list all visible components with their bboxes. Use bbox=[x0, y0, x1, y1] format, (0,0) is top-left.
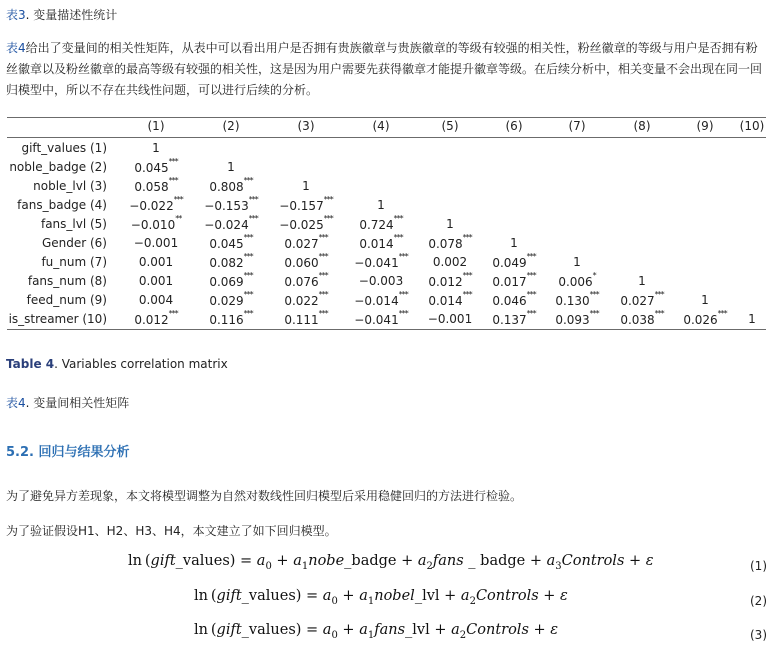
intro-text: 给出了变量间的相关性矩阵，从表中可以看出用户是否拥有贵族徽章与贵族徽章的等级有较强的相关性，粉丝徽章的等级与用户是否拥有粉丝徽章以及粉丝徽章的最高等级有较强的相关性，这是因为用户需要先获得徽章才能提升徽章等级。在后续分析中，相关变量不会出现在同一回归模型中，所以不存在共线性问题，可以进行后续的分析。 bbox=[6, 41, 763, 97]
significance-stars: *** bbox=[168, 157, 178, 166]
row-label: fu_num (7) bbox=[41, 255, 107, 269]
cell-value: 0.116 bbox=[209, 313, 244, 327]
significance-stars: *** bbox=[526, 271, 536, 280]
cell-value: 0.029 bbox=[209, 294, 244, 308]
table-cell bbox=[284, 309, 328, 327]
table-cell bbox=[134, 236, 178, 250]
table-cell bbox=[683, 309, 727, 327]
paragraph-robust-regression: 为了避免异方差现象，本文将模型调整为自然对数线性回归模型后采用稳健回归的方法进行检验。 bbox=[6, 489, 523, 503]
significance-stars: *** bbox=[526, 252, 536, 261]
table-cell bbox=[209, 233, 253, 251]
cell-value: 0.045 bbox=[134, 161, 169, 175]
table4-link[interactable]: 表4 bbox=[6, 41, 26, 55]
cell-value: 0.137 bbox=[492, 313, 527, 327]
cell-value: 1 bbox=[446, 217, 454, 231]
cell-value: 0.002 bbox=[432, 255, 468, 269]
equation-2: ln (gift_values) = $a_0$ + $a_1nobel\_lvl$ + $a_2Controls + \varepsilon$ bbox=[194, 588, 568, 607]
cell-value: 0.045 bbox=[209, 237, 244, 251]
table3-heading-text: . 变量描述性统计 bbox=[25, 8, 118, 22]
significance-stars: *** bbox=[462, 290, 472, 299]
table3-link[interactable]: 表3 bbox=[6, 8, 26, 22]
table-cell bbox=[139, 255, 173, 269]
cell-value: 0.014 bbox=[428, 294, 463, 308]
table-cell bbox=[555, 309, 599, 327]
cell-value: 0.130 bbox=[555, 294, 590, 308]
table-cell bbox=[209, 290, 253, 308]
significance-stars: *** bbox=[589, 290, 599, 299]
table-cell bbox=[284, 252, 328, 270]
cell-value: −0.001 bbox=[133, 236, 179, 250]
significance-stars: *** bbox=[243, 252, 253, 261]
table-cell bbox=[279, 195, 333, 213]
table-cell bbox=[354, 252, 408, 270]
table-cell bbox=[209, 252, 253, 270]
cell-value: 1 bbox=[227, 160, 235, 174]
table-cell bbox=[620, 309, 664, 327]
significance-stars: *** bbox=[248, 214, 258, 223]
table-cell bbox=[433, 255, 467, 269]
table-top-rule bbox=[7, 117, 766, 118]
row-label: is_streamer (10) bbox=[8, 312, 107, 326]
table-cell bbox=[134, 309, 178, 327]
significance-stars: *** bbox=[168, 176, 178, 185]
column-header: (3) bbox=[297, 119, 315, 133]
cell-value: 0.093 bbox=[555, 313, 590, 327]
cell-value: 1 bbox=[152, 141, 160, 155]
cell-value: 1 bbox=[510, 236, 518, 250]
cell-value: 0.017 bbox=[492, 275, 527, 289]
cell-value: −0.157 bbox=[279, 199, 324, 213]
cell-value: 1 bbox=[377, 198, 385, 212]
paragraph-hypotheses: 为了验证假设H1、H2、H3、H4，本文建立了如下回归模型。 bbox=[6, 524, 337, 538]
table-cell bbox=[492, 252, 536, 270]
significance-stars: *** bbox=[318, 271, 328, 280]
table-cell bbox=[492, 290, 536, 308]
significance-stars: *** bbox=[398, 290, 408, 299]
cell-value: 0.004 bbox=[138, 293, 174, 307]
cell-value: 0.006 bbox=[558, 275, 593, 289]
column-header: (1) bbox=[147, 119, 165, 133]
caption-text: . Variables correlation matrix bbox=[54, 357, 228, 371]
table-cell bbox=[555, 290, 599, 308]
significance-stars: *** bbox=[393, 214, 403, 223]
table-cell bbox=[284, 271, 328, 289]
significance-stars: *** bbox=[398, 252, 408, 261]
table-cell bbox=[284, 290, 328, 308]
column-header: (8) bbox=[633, 119, 651, 133]
table-cell bbox=[701, 293, 709, 307]
cell-value: 0.026 bbox=[683, 313, 718, 327]
significance-stars: * bbox=[592, 271, 596, 280]
significance-stars: *** bbox=[248, 195, 258, 204]
column-header: (7) bbox=[568, 119, 586, 133]
table-cell bbox=[204, 214, 258, 232]
significance-stars: *** bbox=[243, 233, 253, 242]
significance-stars: ** bbox=[175, 214, 182, 223]
cell-value: 0.069 bbox=[209, 275, 244, 289]
significance-stars: *** bbox=[323, 214, 333, 223]
significance-stars: *** bbox=[398, 309, 408, 318]
cell-value: −0.022 bbox=[129, 199, 174, 213]
cell-value: 0.058 bbox=[134, 180, 169, 194]
significance-stars: *** bbox=[526, 309, 536, 318]
table-cell bbox=[428, 290, 472, 308]
cell-value: 1 bbox=[701, 293, 709, 307]
table-cell bbox=[284, 233, 328, 251]
cell-value: 0.012 bbox=[428, 275, 463, 289]
table3-heading bbox=[6, 8, 117, 22]
table-cell bbox=[428, 233, 472, 251]
cell-value: 0.012 bbox=[134, 313, 169, 327]
cell-value: 0.076 bbox=[284, 275, 319, 289]
row-label: feed_num (9) bbox=[26, 293, 107, 307]
table-cell bbox=[354, 309, 408, 327]
cell-value: 0.049 bbox=[492, 256, 527, 270]
cell-value: 0.060 bbox=[284, 256, 319, 270]
section-title: 5.2. 回归与结果分析 bbox=[6, 445, 130, 460]
table-cell bbox=[130, 214, 182, 232]
table-cell bbox=[446, 217, 454, 231]
table-cell bbox=[139, 274, 173, 288]
significance-stars: *** bbox=[318, 290, 328, 299]
significance-stars: *** bbox=[318, 233, 328, 242]
intro-paragraph bbox=[6, 38, 766, 101]
cell-value: −0.014 bbox=[354, 294, 399, 308]
table-cell bbox=[152, 141, 160, 155]
significance-stars: *** bbox=[323, 195, 333, 204]
significance-stars: *** bbox=[168, 309, 178, 318]
table-cell bbox=[227, 160, 235, 174]
column-header: (9) bbox=[696, 119, 714, 133]
table-cell bbox=[377, 198, 385, 212]
cell-value: 0.808 bbox=[209, 180, 244, 194]
table-cell bbox=[209, 309, 253, 327]
cell-value: −0.153 bbox=[204, 199, 249, 213]
cell-value: 0.038 bbox=[620, 313, 655, 327]
table-cell bbox=[359, 274, 403, 288]
column-header: (6) bbox=[505, 119, 523, 133]
table-bottom-rule bbox=[7, 329, 766, 330]
column-header: (4) bbox=[372, 119, 390, 133]
significance-stars: *** bbox=[654, 309, 664, 318]
equation-1-number: (1) bbox=[750, 559, 767, 573]
row-label: fans_lvl (5) bbox=[40, 217, 107, 231]
cell-value: −0.041 bbox=[354, 313, 399, 327]
significance-stars: *** bbox=[393, 233, 403, 242]
column-header: (2) bbox=[222, 119, 240, 133]
table-cell bbox=[492, 271, 536, 289]
table-cell bbox=[359, 214, 403, 232]
significance-stars: *** bbox=[243, 290, 253, 299]
cell-value: 0.001 bbox=[138, 274, 174, 288]
row-label: gift_values (1) bbox=[21, 141, 107, 155]
cell-value: 0.027 bbox=[620, 294, 655, 308]
table-cell bbox=[134, 176, 178, 194]
table-cell bbox=[129, 195, 183, 213]
significance-stars: *** bbox=[462, 271, 472, 280]
row-label: fans_num (8) bbox=[27, 274, 107, 288]
table-header-rule bbox=[7, 137, 766, 138]
significance-stars: *** bbox=[654, 290, 664, 299]
table-cell bbox=[748, 312, 756, 326]
table-cell bbox=[279, 214, 333, 232]
cell-value: −0.024 bbox=[204, 218, 249, 232]
significance-stars: *** bbox=[318, 252, 328, 261]
cell-value: −0.001 bbox=[427, 312, 473, 326]
table-cell bbox=[139, 293, 173, 307]
table-cell bbox=[134, 157, 178, 175]
cell-value: 0.014 bbox=[359, 237, 394, 251]
table-cell bbox=[359, 233, 403, 251]
significance-stars: *** bbox=[717, 309, 727, 318]
cell-value: 0.078 bbox=[428, 237, 463, 251]
significance-stars: *** bbox=[462, 233, 472, 242]
cell-value: 0.082 bbox=[209, 256, 244, 270]
cell-value: 0.111 bbox=[284, 313, 319, 327]
cell-value: 0.027 bbox=[284, 237, 319, 251]
row-label: fans_badge (4) bbox=[17, 198, 107, 212]
cell-value: −0.025 bbox=[279, 218, 324, 232]
table-cell bbox=[204, 195, 258, 213]
significance-stars: *** bbox=[318, 309, 328, 318]
significance-stars: *** bbox=[173, 195, 183, 204]
table4-ref-text: . 变量间相关性矩阵 bbox=[25, 396, 130, 410]
table-caption bbox=[6, 357, 228, 371]
row-label: Gender (6) bbox=[41, 236, 107, 250]
table-cell bbox=[209, 176, 253, 194]
cell-value: 1 bbox=[302, 179, 310, 193]
table-cell bbox=[302, 179, 310, 193]
significance-stars: *** bbox=[526, 290, 536, 299]
cell-value: −0.003 bbox=[358, 274, 404, 288]
cell-value: 0.724 bbox=[359, 218, 394, 232]
table-cell bbox=[492, 309, 536, 327]
table-cell bbox=[573, 255, 581, 269]
cell-value: 0.046 bbox=[492, 294, 527, 308]
significance-stars: *** bbox=[243, 309, 253, 318]
cell-value: 1 bbox=[573, 255, 581, 269]
cell-value: −0.041 bbox=[354, 256, 399, 270]
significance-stars: *** bbox=[243, 271, 253, 280]
table-cell bbox=[428, 312, 472, 326]
equation-2-number: (2) bbox=[750, 594, 767, 608]
caption-label: Table 4 bbox=[6, 357, 55, 371]
equation-3-number: (3) bbox=[750, 628, 767, 642]
cell-value: 0.001 bbox=[138, 255, 174, 269]
row-label: noble_badge (2) bbox=[9, 160, 107, 174]
significance-stars: *** bbox=[243, 176, 253, 185]
table-cell bbox=[428, 271, 472, 289]
table4-ref-link[interactable]: 表4 bbox=[6, 396, 26, 410]
table4-reference bbox=[6, 396, 129, 410]
row-label: noble_lvl (3) bbox=[33, 179, 107, 193]
equation-1: ln (gift_values) = $a_0$ + $a_1nobe\_badge$ + $a_2fans$ _ badge + $a_3Controls + \varepsilon$ bbox=[128, 553, 654, 572]
table-cell bbox=[620, 290, 664, 308]
table-cell bbox=[209, 271, 253, 289]
table-cell bbox=[558, 271, 596, 289]
cell-value: 1 bbox=[748, 312, 756, 326]
cell-value: 1 bbox=[638, 274, 646, 288]
table-cell bbox=[510, 236, 518, 250]
significance-stars: *** bbox=[589, 309, 599, 318]
column-header: (5) bbox=[441, 119, 459, 133]
table-cell bbox=[354, 290, 408, 308]
cell-value: −0.010 bbox=[130, 218, 176, 232]
table-cell bbox=[638, 274, 646, 288]
column-header: (10) bbox=[739, 119, 765, 133]
cell-value: 0.022 bbox=[284, 294, 319, 308]
equation-3: ln (gift_values) = $a_0$ + $a_1fans\_lvl$ + $a_2Controls + \varepsilon$ bbox=[194, 622, 559, 641]
